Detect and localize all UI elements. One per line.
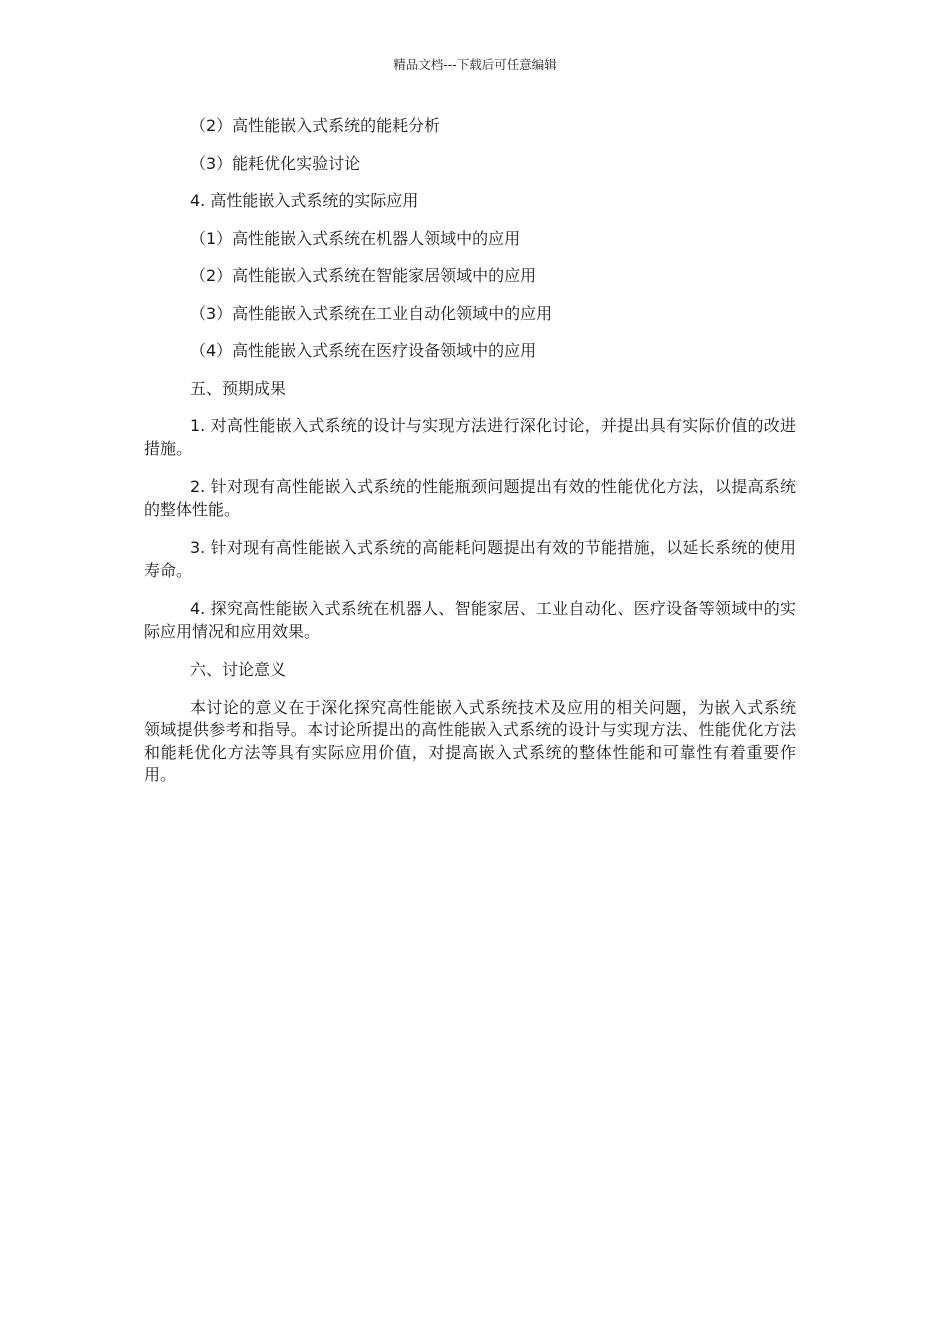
list-item-smart-home: （2）高性能嵌入式系统在智能家居领域中的应用 [190, 266, 537, 285]
result-paragraph-1: 1. 对高性能嵌入式系统的设计与实现方法进行深化讨论，并提出具有实际价值的改进措施。 [144, 416, 796, 458]
list-item-energy-analysis: （2）高性能嵌入式系统的能耗分析 [190, 116, 441, 135]
document-body [144, 115, 796, 803]
list-item-industrial-automation: （3）高性能嵌入式系统在工业自动化领域中的应用 [190, 303, 553, 323]
section-heading-applications: 4. 高性能嵌入式系统的实际应用 [190, 191, 419, 210]
significance-paragraph: 本讨论的意义在于深化探究高性能嵌入式系统技术及应用的相关问题，为嵌入式系统领域提供参考和指导。本讨论所提出的高性能嵌入式系统的设计与实现方法、性能优化方法和能耗优化方法等具有实际应用价值，对提高嵌入式系统的整体性能和可靠性有着重要作用。 [144, 697, 796, 784]
result-paragraph-2: 2. 针对现有高性能嵌入式系统的性能瓶颈问题提出有效的性能优化方法，以提高系统的整体性能。 [144, 477, 796, 519]
result-paragraph-3: 3. 针对现有高性能嵌入式系统的高能耗问题提出有效的节能措施，以延长系统的使用寿命。 [144, 538, 796, 580]
section-heading-expected-results: 五、预期成果 [190, 378, 287, 398]
list-item-energy-experiment: （3）能耗优化实验讨论 [190, 153, 361, 173]
list-item-medical-devices: （4）高性能嵌入式系统在医疗设备领域中的应用 [190, 341, 537, 360]
section-heading-significance: 六、讨论意义 [190, 660, 287, 679]
page-header: 精品文档---下载后可任意编辑 [393, 57, 557, 72]
list-item-robotics: （1）高性能嵌入式系统在机器人领域中的应用 [190, 228, 521, 248]
result-paragraph-4: 4. 探究高性能嵌入式系统在机器人、智能家居、工业自动化、医疗设备等领域中的实际应用情况和应用效果。 [144, 599, 796, 641]
